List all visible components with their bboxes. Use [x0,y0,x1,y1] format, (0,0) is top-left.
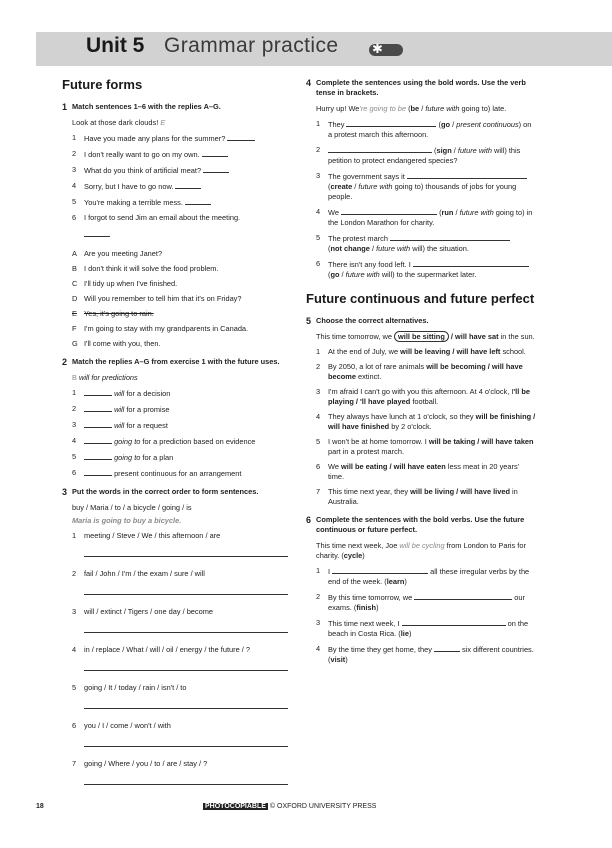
item-number: 3 [316,618,321,627]
item-text: I don't really want to go on my own. [84,150,202,159]
item-number: 6 [316,259,321,268]
exercise-number: 6 [306,515,312,525]
item-number: 5 [316,437,321,446]
list-item [72,759,288,769]
exercise-number: 1 [62,102,68,112]
list-item: 6 We will be eating / will have eaten less meat in 20 years' time. [316,462,520,481]
answer-line[interactable] [84,586,288,595]
answer-blank[interactable] [332,566,428,574]
answer-blank[interactable] [84,452,112,460]
answer-blank[interactable] [84,388,112,396]
list-item: 3 I'm afraid I can't go with you this afternoon. At 4 o'clock, I'll be playing / 'll have played football. [316,387,530,406]
answer-line[interactable] [84,624,288,633]
item-number: 2 [316,362,321,371]
item-text: for a promise [124,405,170,414]
answer-blank[interactable] [175,181,201,189]
list-item: 5 The protest march (not change / future with will) the situation. [316,233,536,254]
list-item [72,436,288,447]
item-text: you / I / come / won't / with [84,721,171,730]
item-form: will [114,405,125,414]
list-item [72,165,288,176]
item-number: 5 [72,197,77,206]
list-item: 4 By the time they get home, they six different countries. (visit) [316,644,534,664]
left-column [62,78,288,797]
bold-word: finish [356,603,377,612]
item-number: 4 [316,207,321,216]
exercise-5 [306,316,536,507]
answer-blank[interactable] [84,436,112,444]
item-text: I'll come with you, then. [84,339,161,348]
list-item: 3 This time next week, I on the beach in Costa Rica. (lie) [316,618,529,638]
item-number: 2 [316,145,321,154]
reply-item [72,309,288,319]
answer-line[interactable] [84,738,288,747]
item-number: 3 [316,387,321,396]
page-number: 18 [36,803,44,810]
item-text: in / replace / What / will / oil / energy / the future / ? [84,645,250,654]
item-text: Yes, it's going to rain. [84,309,154,318]
answer-blank[interactable] [202,149,228,157]
item-text: will / extinct / Tigers / one day / become [84,607,213,616]
item-form: going to [114,437,141,446]
item-text: Will you remember to tell him that it's on Friday? [84,294,242,303]
item-text: I forgot to send Jim an email about the meeting. [84,213,241,222]
item-text: I'm going to stay with my grandparents in Canada. [84,324,249,333]
item-text: What do you think of artificial meat? [84,166,204,175]
answer-line[interactable] [84,776,288,785]
alternatives[interactable]: will be eating / will have eaten [341,462,446,471]
item-number: 2 [72,569,77,578]
item-text: for a plan [140,453,174,462]
example: B will for predictions [72,373,138,382]
exercise-instruction: Choose the correct alternatives. [316,316,429,325]
example: This time next week, Joe will be cycling from London to Paris for charity. (cycle) [316,541,526,560]
item-number: G [72,339,78,348]
item-number: 1 [316,347,321,356]
list-item: 1 I all these irregular verbs by the end of the week. (learn) [316,566,530,586]
answer-blank[interactable] [203,165,229,173]
answer-blank[interactable] [413,259,529,267]
item-number: 5 [316,233,321,242]
item-text: for a request [124,421,168,430]
exercise-instruction: Complete the sentences using the bold words. Use the verb tense in brackets. [316,78,526,97]
item-number: B [72,264,77,273]
item-number: 6 [72,721,77,730]
item-number: 3 [72,607,77,616]
answer-blank[interactable] [328,145,432,153]
page-header [36,32,612,66]
list-item: 5 I won't be at home tomorrow. I will be taking / will have taken part in a protest march. [316,437,534,456]
list-item [72,531,288,541]
list-item: 4 We (run / future with going to) in the London Marathon for charity. [316,207,533,227]
exercise-number: 2 [62,357,68,367]
list-item: 1 They (go / present continuous) on a protest march this afternoon. [316,119,532,139]
item-number: 2 [72,404,77,413]
item-number: 5 [72,683,77,692]
publisher: © OXFORD UNIVERSITY PRESS [269,803,377,810]
reply-item [72,294,288,304]
example-answer: Maria is going to buy a bicycle. [72,516,182,525]
reply-item [72,264,288,274]
list-item [72,683,288,693]
bold-word: lie [400,629,409,638]
alternatives[interactable]: 'll be playing / 'll have played [328,387,530,406]
answer-line[interactable] [84,700,288,709]
item-number: 1 [72,388,77,397]
list-item [72,197,288,208]
list-item [72,721,288,731]
item-number: F [72,324,77,333]
answer-blank[interactable] [434,644,460,652]
answer-blank[interactable] [84,468,112,476]
item-number: 1 [316,119,321,128]
right-column [306,78,536,673]
list-item: 6 There isn't any food left. I (go / future with will) to the supermarket later. [316,259,536,280]
item-number: 4 [316,644,321,653]
answer-blank[interactable] [414,592,512,600]
bold-word: sign [436,146,452,155]
item-number: 1 [72,531,77,540]
answer-blank[interactable] [407,171,527,179]
item-number: 1 [316,566,321,575]
alternatives[interactable]: will be taking / will have taken [428,437,534,446]
item-text: meeting / Steve / We / this afternoon / are [84,531,221,540]
star-icon: ✱ [372,41,383,56]
item-number: 4 [316,412,321,421]
item-text: I'll tidy up when I've finished. [84,279,178,288]
reply-item [72,249,288,259]
item-number: 2 [316,592,321,601]
example: Hurry up! We're going to be (be / future with going to) late. [316,104,507,113]
answer-line[interactable] [84,662,288,671]
list-item [72,213,288,223]
example: This time tomorrow, we will be sitting / will have sat in the sun. [316,332,535,341]
level-badge [369,41,403,56]
item-text: for a decision [124,389,171,398]
exercise-3 [62,487,288,785]
item-text: going / It / today / rain / isn't / to [84,683,187,692]
item-text: I don't think it will solve the food problem. [84,264,219,273]
bold-word: run [441,208,454,217]
list-item [72,388,288,399]
bold-word: go [441,120,451,129]
item-number: 7 [72,759,77,768]
exercise-number: 4 [306,78,312,88]
exercise-instruction: Match sentences 1–6 with the replies A–G. [72,102,221,111]
item-number: 4 [72,181,77,190]
exercise-6 [306,515,536,665]
list-item [72,452,288,463]
item-number: A [72,249,77,258]
list-item [72,181,288,192]
bold-word: not change [330,244,370,253]
answer-blank[interactable] [227,133,255,141]
item-number: E [72,309,77,318]
alternatives[interactable]: will be living / will have lived [410,487,510,496]
list-item: 4 They always have lunch at 1 o'clock, so they will be finishing / will have finished by 2 o'clock. [316,412,536,431]
item-text: fail / John / I'm / the exam / sure / will [84,569,205,578]
item-text: You're making a terrible mess. [84,198,185,207]
section-title-future-forms: Future forms [62,77,143,92]
exercise-instruction: Match the replies A–G from exercise 1 with the future uses. [72,357,280,366]
item-text: going / Where / you / to / are / stay / ? [84,759,208,768]
item-number: 6 [72,213,77,222]
list-item [72,404,288,415]
exercise-4 [306,78,536,280]
alternatives[interactable]: will be finishing / will have finished [328,412,536,431]
item-form: will [114,389,125,398]
item-text: for a prediction based on evidence [140,437,256,446]
list-item: 2 (sign / future with will) this petition to protect endangered species? [316,145,521,165]
bold-word: visit [330,655,346,664]
list-item [72,420,288,431]
item-number: 5 [72,452,77,461]
item-number: 3 [72,165,77,174]
answer-blank[interactable] [402,618,506,626]
item-form: will [114,421,125,430]
item-number: 7 [316,487,321,496]
answer-blank[interactable] [84,420,112,428]
list-item: 7 This time next year, they will be living / will have lived in Australia. [316,487,518,506]
item-text: present continuous for an arrangement [114,469,242,478]
answer-blank[interactable] [346,119,436,127]
item-number: 4 [72,436,77,445]
answer-blank[interactable] [84,404,112,412]
answer-blank[interactable] [390,233,510,241]
example: Look at those dark clouds! E [72,118,166,127]
item-text: Are you meeting Janet? [84,249,163,258]
item-text: Have you made any plans for the summer? [84,134,228,143]
list-item [72,468,288,479]
item-number: D [72,294,78,303]
photocopiable-badge: PHOTOCOPIABLE [205,803,266,810]
exercise-instruction: Complete the sentences with the bold verbs. Use the future continuous or future perfect. [316,515,525,534]
reply-item [72,339,288,349]
section-title-future-continuous: Future continuous and future perfect [306,291,535,306]
answer-line[interactable] [84,548,288,557]
item-text: Sorry, but I have to go now. [84,182,176,191]
exercise-1 [62,102,288,349]
list-item: 2 By 2050, a lot of rare animals will be becoming / will have become extinct. [316,362,523,381]
answer-line[interactable] [84,228,110,237]
list-item [72,569,288,579]
page-title: Grammar practice [164,34,339,57]
list-item: 3 The government says it (create / future with going to) thousands of jobs for young people. [316,171,536,202]
list-item [72,133,288,144]
list-item: 2 By this time tomorrow, we our exams. (finish) [316,592,525,612]
list-item [72,645,288,655]
alternatives[interactable]: will be becoming / will have become [328,362,523,381]
exercise-2 [62,357,288,479]
reply-item [72,279,288,289]
answer-blank[interactable] [341,207,437,215]
item-number: 3 [72,420,77,429]
bold-word: learn [386,577,405,586]
item-number: 4 [72,645,77,654]
exercise-instruction: Put the words in the correct order to form sentences. [72,487,259,496]
answer-blank[interactable] [185,197,211,205]
item-number: 1 [72,133,77,142]
list-item: 1 At the end of July, we will be leaving / will have left school. [316,347,526,356]
item-number: 2 [72,149,77,158]
list-item [72,149,288,160]
item-number: 6 [72,468,77,477]
item-form: going to [114,453,141,462]
item-number: 3 [316,171,321,180]
bold-word: go [330,270,340,279]
item-number: C [72,279,78,288]
bold-word: create [330,182,353,191]
example: buy / Maria / to / a bicycle / going / is [72,503,192,512]
item-number: 6 [316,462,321,471]
alternatives[interactable]: will be leaving / will have left [400,347,501,356]
exercise-number: 5 [306,316,312,326]
reply-item [72,324,288,334]
unit-label: Unit 5 [86,34,145,57]
exercise-number: 3 [62,487,68,497]
list-item [72,607,288,617]
